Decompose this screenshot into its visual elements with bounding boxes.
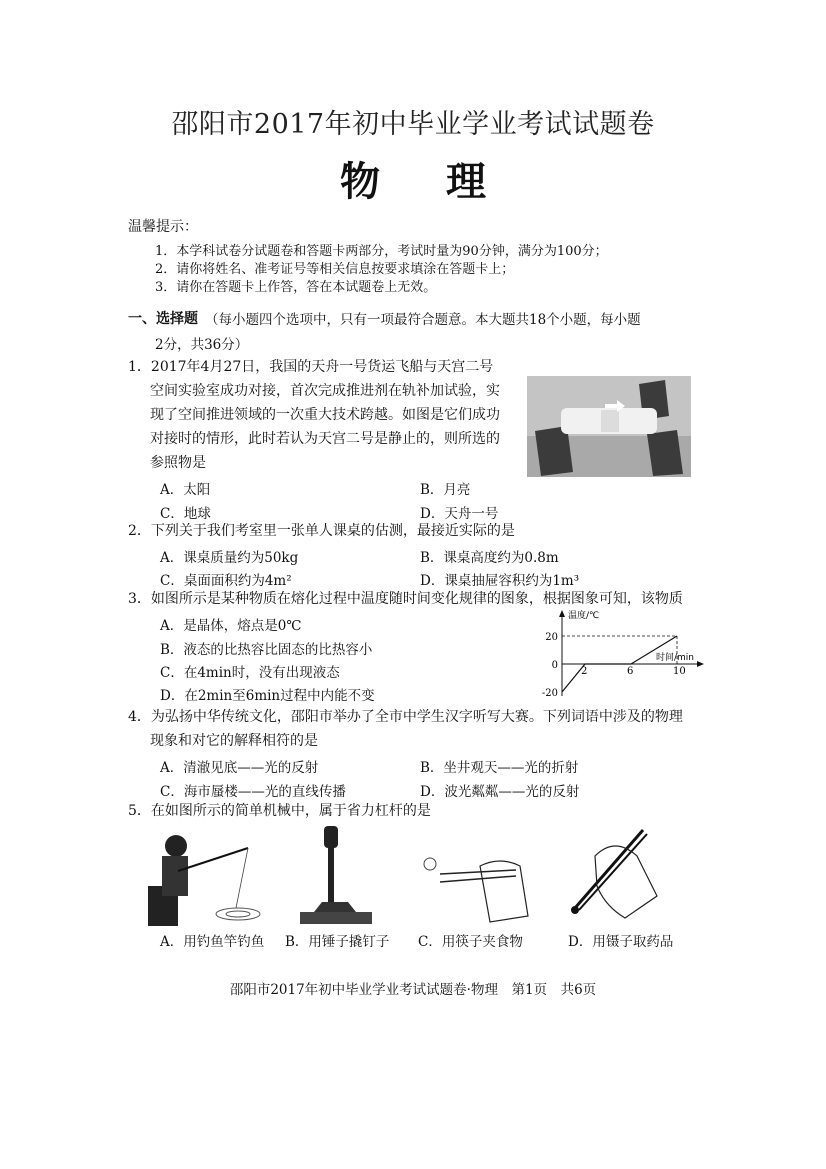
- x-axis-arrow: [697, 661, 704, 667]
- exam-title: 邵阳市2017年初中毕业学业考试试题卷: [171, 109, 655, 140]
- question-5-option-b: B．用锤子撬钉子: [285, 934, 390, 950]
- question-1-text: 现了空间推进领域的一次重大技术跨越。如图是它们成功: [150, 407, 500, 423]
- y-tick-label: 20: [545, 632, 558, 643]
- question-4-option-d: D．波光粼粼——光的反射: [420, 784, 580, 800]
- question-4-text: 4．为弘扬中华传统文化，邵阳市举办了全市中学生汉字听写大赛。下列词语中涉及的物理: [128, 709, 683, 725]
- question-5-option-a: A．用钓鱼竿钓鱼: [160, 934, 265, 950]
- question-3-option-d: D．在2min至6min过程中内能不变: [160, 688, 375, 704]
- question-1-option-c: C．地球: [160, 506, 211, 522]
- question-4-text: 现象和对它的解释相符的是: [150, 733, 318, 749]
- question-1-option-a: A．太阳: [160, 482, 211, 498]
- tip-item: 2．请你将姓名、准考证号等相关信息按要求填涂在答题卡上；: [155, 262, 515, 277]
- x-tick-label: 2: [581, 666, 588, 677]
- question-5-option-d: D．用镊子取药品: [568, 934, 674, 950]
- hammer-illustration: [300, 826, 372, 926]
- x-axis-label: 时间/min: [656, 653, 695, 663]
- question-1-text: 参照物是: [150, 455, 206, 471]
- question-1-option-d: D．天舟一号: [420, 506, 499, 522]
- x-tick-label: 6: [627, 666, 634, 677]
- tip-item: 3．请你在答题卡上作答，答在本试题卷上无效。: [155, 280, 437, 295]
- x-tick-label: 10: [673, 666, 686, 677]
- y-tick-label: 0: [551, 660, 558, 671]
- subject-title-char-1: 物: [340, 158, 380, 205]
- tip-item: 1．本学科试卷分试题卷和答题卡两部分，考试时量为90分钟，满分为100分；: [155, 244, 608, 259]
- question-1-text: 空间实验室成功对接，首次完成推进剂在轨补加试验，实: [150, 383, 500, 399]
- question-5-text: 5．在如图所示的简单机械中，属于省力杠杆的是: [128, 803, 431, 819]
- question-3-text: 3．如图所示是某种物质在熔化过程中温度随时间变化规律的图象，根据图象可知，该物质: [128, 591, 683, 607]
- page-footer: 邵阳市2017年初中毕业学业考试试题卷·物理 第1页 共6页: [229, 982, 597, 998]
- fishing-rod-illustration: [148, 826, 268, 926]
- spacecraft-docking-photo: [527, 376, 691, 477]
- question-2-option-b: B．课桌高度约为0.8m: [420, 550, 559, 566]
- question-2-option-a: A．课桌质量约为50kg: [160, 550, 299, 566]
- question-4-option-a: A．清澈见底——光的反射: [160, 760, 319, 776]
- y-axis-label: 温度/℃: [568, 611, 600, 621]
- question-1-option-b: B．月亮: [420, 482, 471, 498]
- question-3-option-b: B．液态的比热容比固态的比热容小: [160, 642, 373, 658]
- question-1-text: 对接时的情形，此时若认为天宫二号是静止的，则所选的: [150, 431, 500, 447]
- subject-title-char-2: 理: [446, 158, 486, 205]
- section-desc: 2分，共36分）: [155, 337, 249, 353]
- question-4-option-b: B．坐井观天——光的折射: [420, 760, 579, 776]
- section-desc: （每小题四个选项中，只有一项最符合题意。本大题共18个小题，每小题: [205, 312, 641, 328]
- y-axis-arrow: [559, 610, 565, 617]
- question-3-option-a: A．是晶体，熔点是0℃: [160, 618, 302, 634]
- section-label: 一、选择题: [128, 311, 198, 327]
- tweezers-illustration: [565, 826, 665, 926]
- question-5-option-c: C．用筷子夹食物: [418, 934, 523, 950]
- question-4-option-c: C．海市蜃楼——光的直线传播: [160, 784, 346, 800]
- question-2-option-d: D．课桌抽屉容积约为1m³: [420, 573, 580, 589]
- question-1-text: 1．2017年4月27日，我国的天舟一号货运飞船与天宫二号: [128, 359, 494, 375]
- temperature-time-graph: [530, 606, 710, 698]
- question-2-text: 2．下列关于我们考室里一张单人课桌的估测，最接近实际的是: [128, 523, 515, 539]
- y-tick-label: -20: [541, 688, 558, 698]
- question-3-option-c: C．在4min时，没有出现液态: [160, 665, 340, 681]
- question-2-option-c: C．桌面面积约为4m²: [160, 573, 292, 589]
- tips-heading: 温馨提示：: [128, 219, 198, 235]
- chopsticks-illustration: [420, 826, 530, 926]
